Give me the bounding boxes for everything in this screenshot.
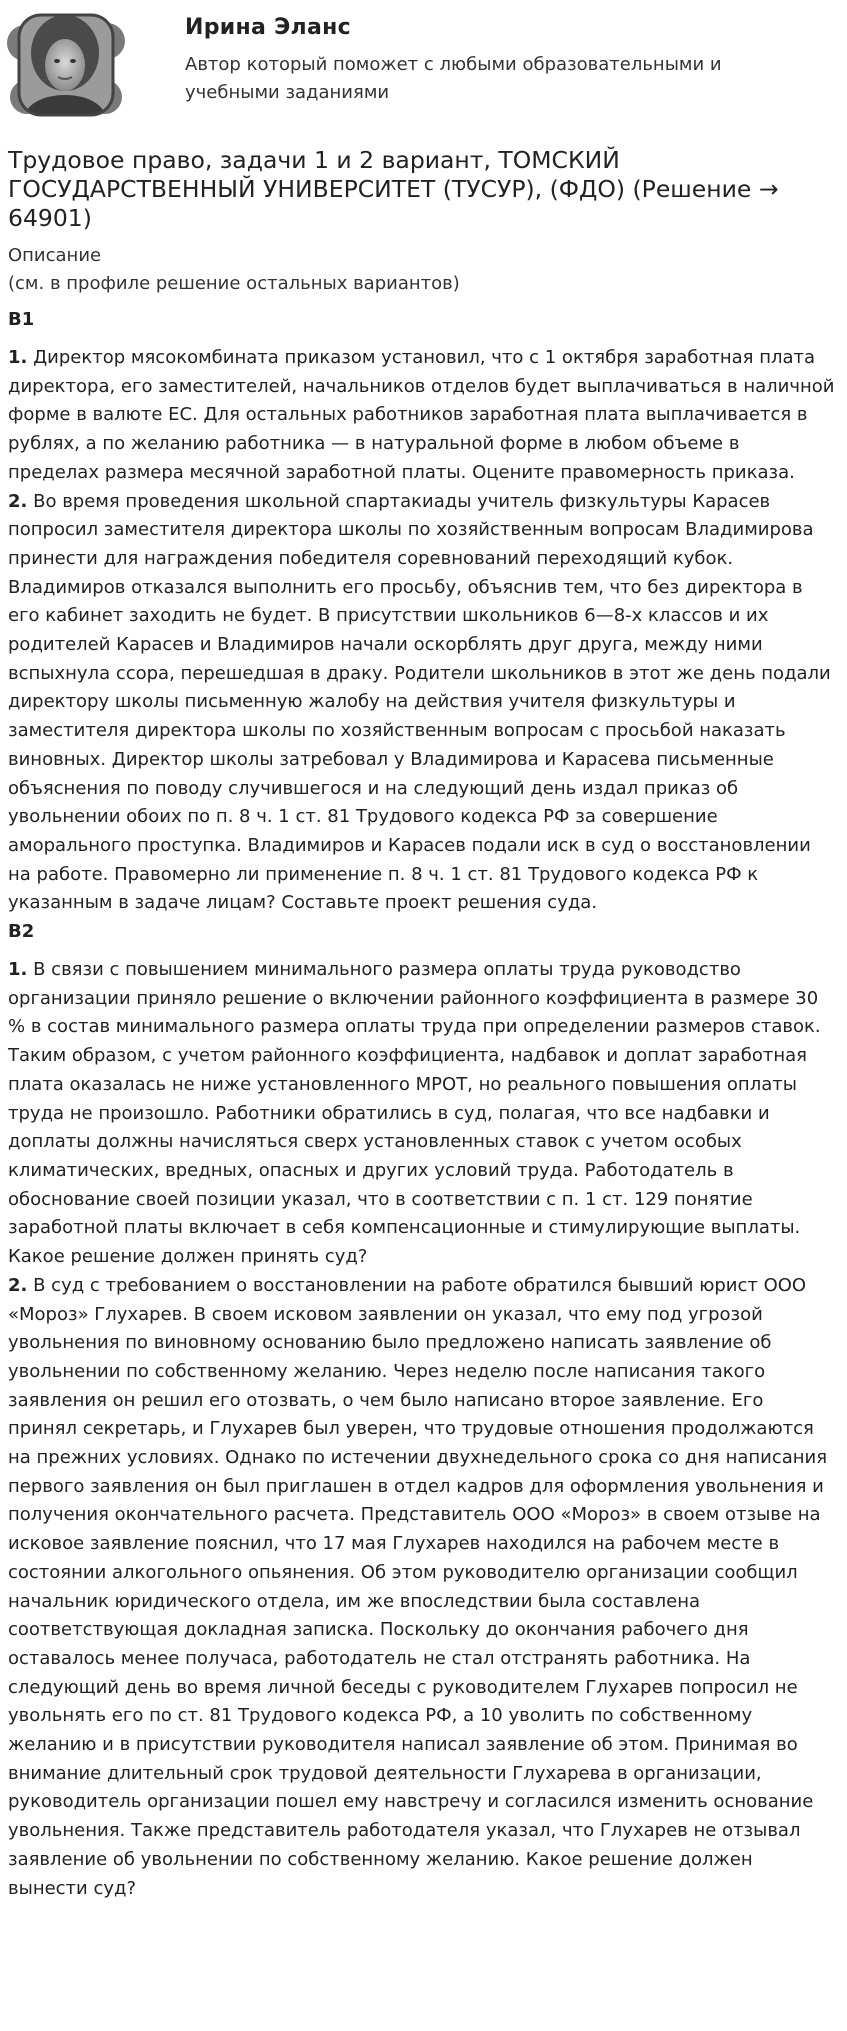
task-text: В связи с повышением минимального размера оплаты труда руководство организации приняло решение о включении районного коэффициента в размере 30 % в состав минимального размера оплаты труда при определении размеров ставок. Таким образом, с учетом районного коэффициента, надбавок и доплат заработная плата оказалась не ниже установленного МРОТ, но реального повышения оплаты труда не произошло. Работники обратились в суд, полагая, что все надбавки и доплаты должны начисляться сверх установленных ставок с учетом особых климатических, вредных, опасных и других условий труда. Работодатель в обоснование своей позиции указал, что в соответствии с п. 1 ст. 129 понятие заработной платы включает в себя компенсационные и стимулирующие выплаты. Какое решение должен принять суд?	[8, 959, 821, 1268]
task-item	[8, 956, 836, 1272]
description-label: Описание	[8, 245, 102, 266]
task-text: В суд с требованием о восстановлении на работе обратился бывший юрист ООО «Мороз» Глухарев. В своем исковом заявлении он указал, что ему под угрозой увольнения по виновному основанию было предложено написать заявление об увольнении по собственному желанию. Через неделю после написания такого заявления он решил его отозвать, о чем было написано второе заявление. Его принял секретарь, и Глухарев был уверен, что трудовые отношения продолжаются на прежних условиях. Однако по истечении двухнедельного срока со дня написания первого заявления он был приглашен в отдел кадров для оформления увольнения и получения окончательного расчета. Представитель ООО «Мороз» в своем отзыве на исковое заявление пояснил, что 17 мая Глухарев находился на рабочем месте в состоянии алкогольного опьянения. Об этом руководителю организации сообщил начальник юридического отдела, им же впоследствии была составлена соответствующая докладная записка. Поскольку до окончания рабочего дня оставалось менее получаса, работодатель не стал отстранять работника. На следующий день во время личной беседы с руководителем Глухарев попросил не увольнять его по ст. 81 Трудового кодекса РФ, а 10 уволить по собственному желанию и в присутствии руководителя написал заявление об этом. Принимая во внимание длительный срок трудовой деятельности Глухарева в организации, руководитель организации пошел ему навстречу и согласился изменить основание увольнения. Также представитель работодателя указал, что Глухарев не отзывал заявление об увольнении по собственному желанию. Какое решение должен вынести суд?	[8, 1274, 828, 1899]
description-block	[8, 242, 828, 298]
section-label: В2	[8, 921, 35, 943]
task-text: Во время проведения школьной спартакиады учитель физкультуры Карасев попросил заместителя директора школы по хозяйственным вопросам Владимирова принести для награждения победителя соревнований переходящий кубок. Владимиров отказался выполнить его просьбу, объяснив тем, что без директора в его кабинет заходить не будет. В присутствии школьников 6—8-х классов и их родителей Карасев и Владимиров начали оскорблять друг друга, между ними вспыхнула ссора, перешедшая в драку. Родители школьников в этот же день подали директору школы письменную жалобу на действия учителя физкультуры и заместителя директора школы по хозяйственным вопросам с просьбой наказать виновных. Директор школы затребовал у Владимирова и Карасева письменные объяснения по поводу случившегося и на следующий день издал приказ об увольнении обоих по п. 8 ч. 1 ст. 81 Трудового кодекса РФ за совершение аморального проступка. Владимиров и Карасев подали иск в суд о восстановлении на работе. Правомерно ли применение п. 8 ч. 1 ст. 81 Трудового кодекса РФ к указанным в задаче лицам? Составьте проект решения суда.	[8, 490, 831, 914]
task-number: 2.	[8, 1274, 28, 1296]
author-card	[5, 5, 835, 127]
task-content	[8, 306, 836, 1903]
author-avatar[interactable]	[5, 5, 127, 127]
author-name[interactable]: Ирина Эланс	[185, 15, 351, 40]
section-b2	[8, 918, 836, 1903]
author-description: Автор который поможет с любыми образовательными и учебными заданиями	[185, 54, 722, 103]
task-item	[8, 488, 836, 919]
page-title: Трудовое право, задачи 1 и 2 вариант, ТОМСКИЙ ГОСУДАРСТВЕННЫЙ УНИВЕРСИТЕТ (ТУСУР), (ФДО) (Решение → 64901)	[8, 146, 779, 232]
task-number: 1.	[8, 347, 28, 368]
avatar-image	[5, 5, 127, 127]
task-text: Директор мясокомбината приказом установил, что с 1 октября заработная плата директора, его заместителей, начальников отделов будет выплачиваться в наличной форме в валюте ЕС. Для остальных работников заработная плата выплачивается в рублях, а по желанию работника — в натуральной форме в любом объеме в пределах размера месячной заработной платы. Оцените правомерность приказа.	[8, 347, 835, 483]
section-label: В1	[8, 309, 35, 330]
task-item	[8, 1272, 836, 1903]
task-number: 2.	[8, 490, 28, 512]
section-b1	[8, 306, 836, 918]
description-note: (см. в профиле решение остальных вариантов)	[8, 273, 460, 294]
task-item	[8, 344, 836, 488]
task-number: 1.	[8, 959, 28, 981]
